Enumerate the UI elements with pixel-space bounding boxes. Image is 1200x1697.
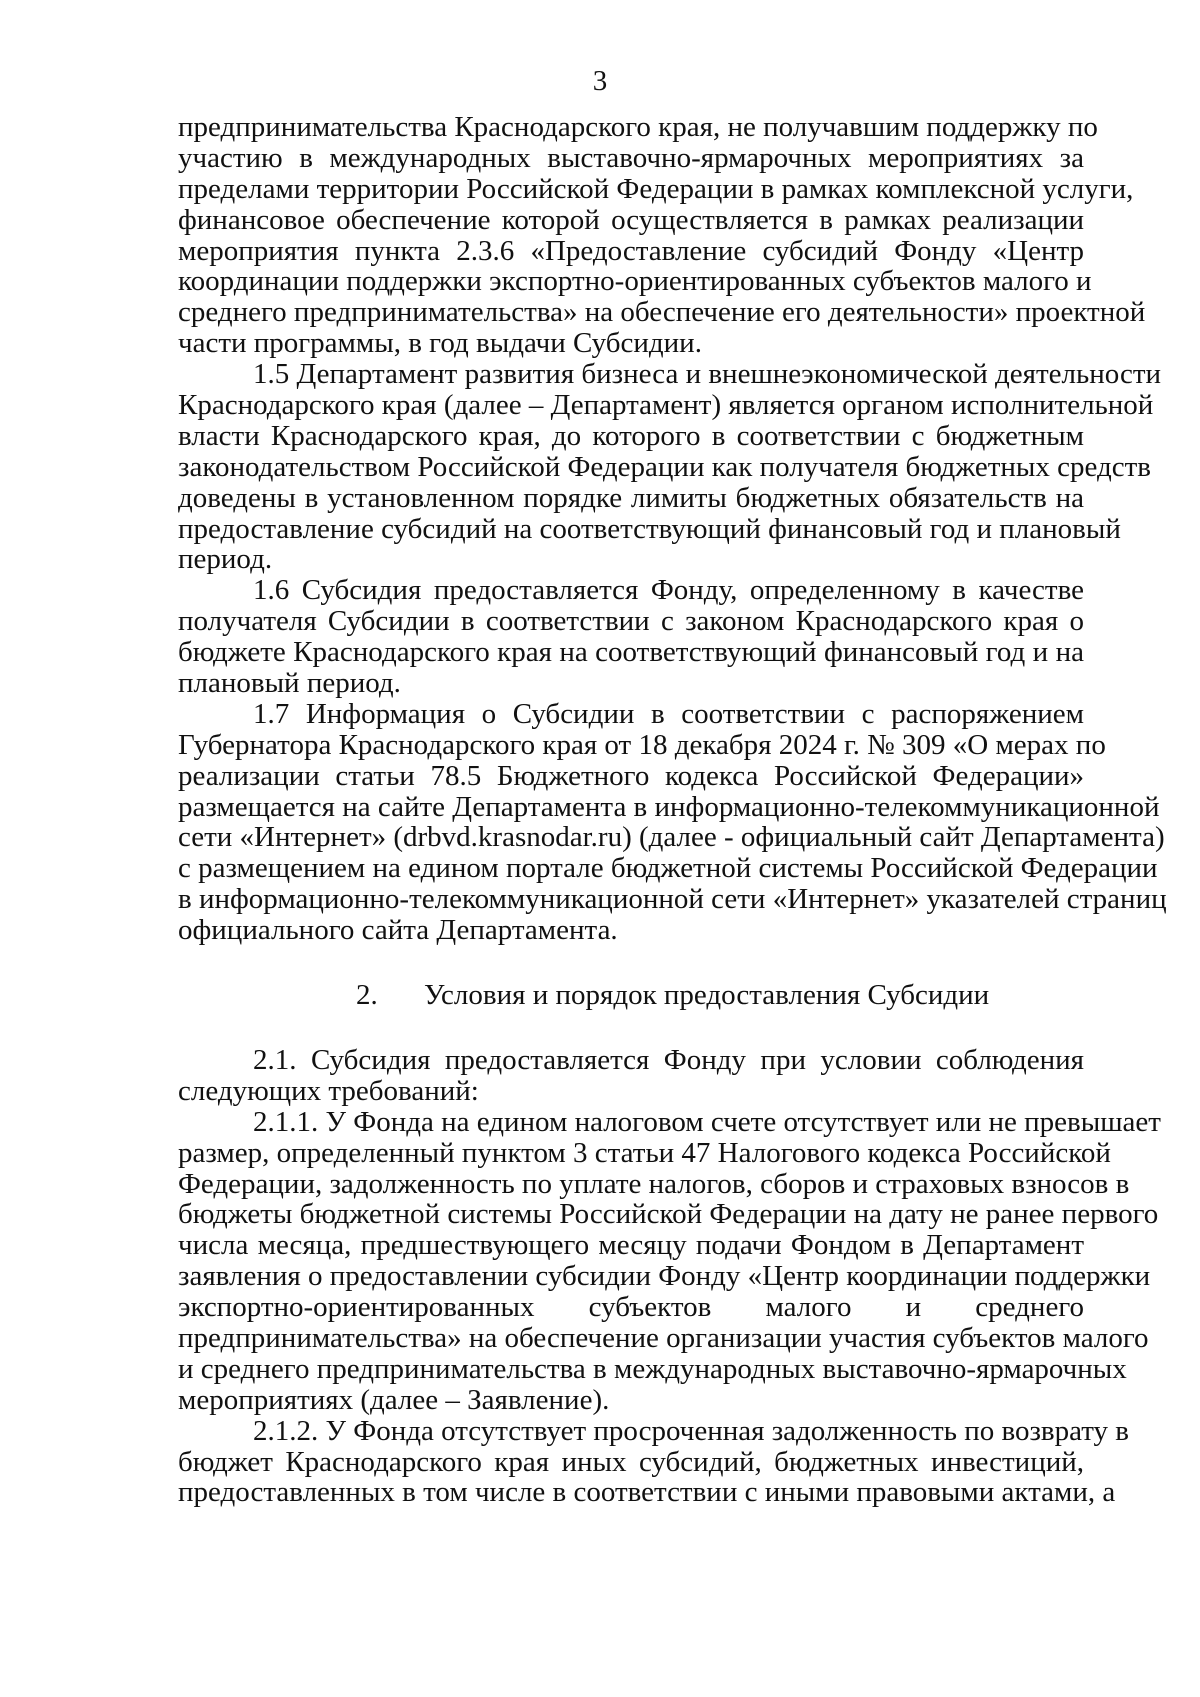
- text-line: участию в международных выставочно-ярмарочных мероприятиях за: [178, 141, 1084, 174]
- text-line: экспортно-ориентированных субъектов малого и среднего: [178, 1291, 1084, 1324]
- section-number: 2.: [356, 979, 378, 1012]
- text-line: с размещением на едином портале бюджетной системы Российской Федерации: [178, 852, 1158, 885]
- text-line: Федерации, задолженность по уплате налогов, сборов и страховых взносов в: [178, 1167, 1130, 1200]
- text-line: размер, определенный пунктом 3 статьи 47 Налогового кодекса Российской: [178, 1136, 1111, 1169]
- text-line: размещается на сайте Департамента в информационно-телекоммуникационной: [178, 790, 1160, 823]
- text-line: мероприятия пункта 2.3.6 «Предоставление субсидий Фонду «Центр: [178, 234, 1084, 267]
- text-line: и среднего предпринимательства в международных выставочно-ярмарочных: [178, 1352, 1127, 1385]
- text-line: предпринимательства Краснодарского края, не получавшим поддержку по: [178, 111, 1098, 143]
- paragraph-1-7-line: 1.7 Информация о Субсидии в соответствии с распоряжением: [253, 697, 1084, 730]
- text-line: числа месяца, предшествующего месяцу подачи Фондом в Департамент: [178, 1229, 1084, 1262]
- text-line: предпринимательства» на обеспечение организации участия субъектов малого: [178, 1321, 1149, 1354]
- paragraph-2-1-2-line: 2.1.2. У Фонда отсутствует просроченная задолженность по возврату в: [253, 1414, 1129, 1447]
- paragraph-1-6-line: 1.6 Субсидия предоставляется Фонду, определенному в качестве: [253, 574, 1084, 607]
- text-line: пределами территории Российской Федерации в рамках комплексной услуги,: [178, 172, 1134, 205]
- text-line: законодательством Российской Федерации как получателя бюджетных средств: [178, 450, 1152, 483]
- text-line: плановый период.: [178, 667, 401, 700]
- text-line: бюджеты бюджетной системы Российской Федерации на дату не ранее первого: [178, 1198, 1159, 1231]
- text-line: период.: [178, 543, 273, 576]
- text-line: власти Краснодарского края, до которого в соответствии с бюджетным: [178, 419, 1084, 452]
- paragraph-2-1-1-line: 2.1.1. У Фонда на едином налоговом счете отсутствует или не превышает: [253, 1105, 1161, 1138]
- text-line: мероприятиях (далее – Заявление).: [178, 1383, 610, 1416]
- page-number: 3: [592, 65, 608, 97]
- text-line: среднего предпринимательства» на обеспечение его деятельности» проектной: [178, 296, 1146, 329]
- text-line: Губернатора Краснодарского края от 18 декабря 2024 г. № 309 «О мерах по: [178, 728, 1106, 761]
- text-line: реализации статьи 78.5 Бюджетного кодекса Российской Федерации»: [178, 759, 1084, 792]
- paragraph-1-5-line: 1.5 Департамент развития бизнеса и внешнеэкономической деятельности: [253, 358, 1162, 391]
- text-line: доведены в установленном порядке лимиты бюджетных обязательств на: [178, 481, 1084, 514]
- text-line: финансовое обеспечение которой осуществляется в рамках реализации: [178, 203, 1084, 236]
- section-title: Условия и порядок предоставления Субсидии: [424, 979, 990, 1012]
- text-line: бюджете Краснодарского края на соответствующий финансовый год и на: [178, 636, 1084, 669]
- text-line: Краснодарского края (далее – Департамент) является органом исполнительной: [178, 389, 1154, 422]
- text-line: бюджет Краснодарского края иных субсидий, бюджетных инвестиций,: [178, 1445, 1084, 1478]
- text-line: следующих требований:: [178, 1074, 479, 1107]
- paragraph-2-1-line: 2.1. Субсидия предоставляется Фонду при условии соблюдения: [253, 1043, 1084, 1076]
- text-line: предоставленных в том числе в соответствии с иными правовыми актами, а: [178, 1476, 1116, 1509]
- text-line: части программы, в год выдачи Субсидии.: [178, 327, 702, 360]
- text-line: получателя Субсидии в соответствии с законом Краснодарского края о: [178, 605, 1084, 638]
- text-line: сети «Интернет» (drbvd.krasnodar.ru) (далее - официальный сайт Департамента): [178, 821, 1165, 854]
- text-line: координации поддержки экспортно-ориентированных субъектов малого и: [178, 265, 1092, 298]
- text-line: официального сайта Департамента.: [178, 914, 618, 947]
- document-body: [178, 111, 1167, 1509]
- text-line: предоставление субсидий на соответствующий финансовый год и плановый: [178, 512, 1121, 545]
- text-line: в информационно-телекоммуникационной сети «Интернет» указателей страниц: [178, 883, 1167, 916]
- section-heading: [178, 980, 1084, 1011]
- text-line: заявления о предоставлении субсидии Фонду «Центр координации поддержки: [178, 1260, 1151, 1293]
